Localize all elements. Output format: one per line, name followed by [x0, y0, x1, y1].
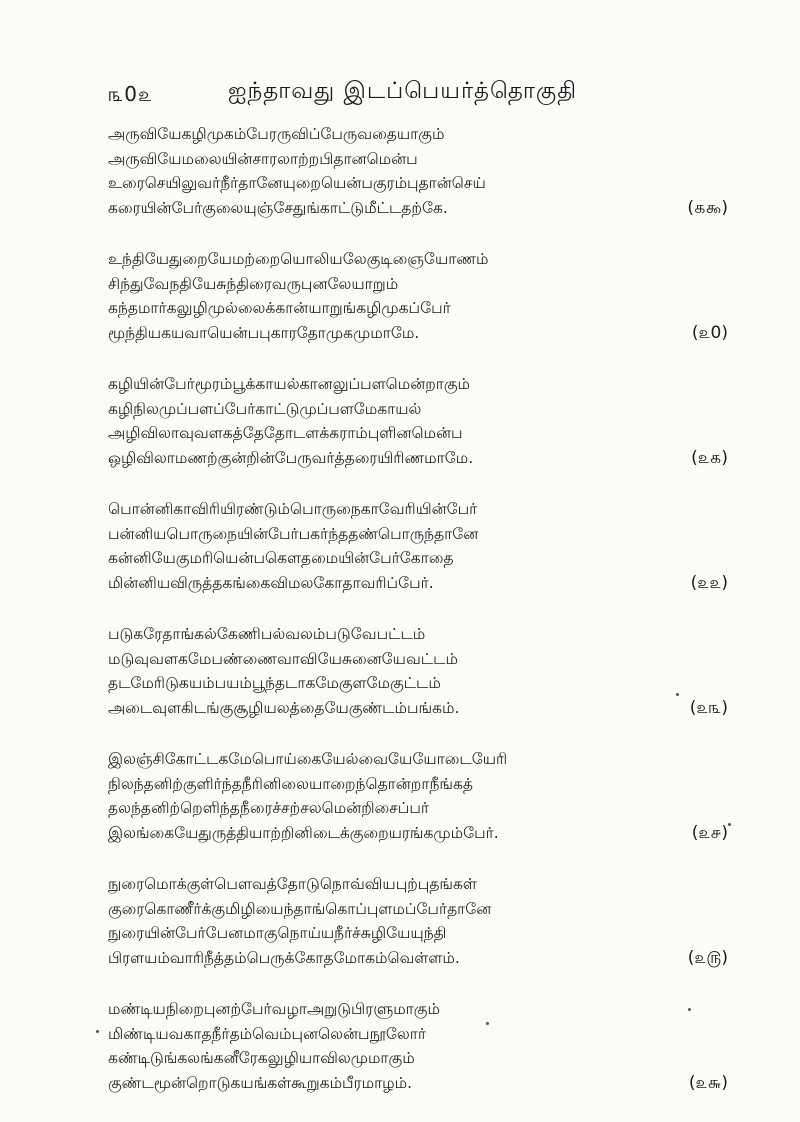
verse [108, 747, 728, 845]
verse-line: நுரையின்பேர்பேனமாகுநொய்யநீர்ச்சுழியேயுந்தி [108, 924, 447, 942]
verse-number: (௨௧) [691, 447, 728, 468]
verse-line: மடுவுவளகமேபண்ணைவாவியேசுனையேவட்டம் [108, 649, 458, 668]
verse-line: கழியின்பேர்மூரம்பூக்காயல்கானலுப்பளமென்றாகும் [108, 375, 471, 393]
verse-line: மிண்டியவகாதநீர்தம்வெம்புனலென்பநூலோர் [108, 1024, 426, 1043]
verse-line: கரையின்பேர்குலையுஞ்சேதுங்காட்டுமீட்டதற்கே. [108, 198, 448, 217]
verse-line: மண்டியநிறைபுனற்பேர்வழாஅறுடுபிரளுமாகும் [108, 1000, 440, 1018]
verse-line: குரைகொணீர்க்குமிழியைந்தாங்கொப்புளமப்பேர்தானே [108, 899, 492, 918]
print-speck [96, 1030, 99, 1033]
print-speck [688, 1008, 691, 1011]
print-speck [486, 1022, 489, 1025]
verse-number: (௨0) [691, 322, 728, 343]
page-number: ௩0௨ [108, 82, 154, 106]
verse-line: சிந்துவேநதியேசுந்திரைவருபுனலேயாறும் [108, 274, 399, 293]
verse-line: உரைசெயிலுவர்நீர்தானேயுறையென்பகுரம்புதான்செய் [108, 174, 486, 192]
verse-number: (௨௫) [687, 947, 728, 968]
verse [108, 622, 728, 720]
verse-line: அடைவுளகிடங்குசூழியலத்தையேகுண்டம்பங்கம். [108, 698, 460, 717]
verse-number: (௨௩) [689, 697, 728, 718]
verse-line: இலஞ்சிகோட்டகமேபொய்கையேல்வையேயோடையேரி [108, 750, 508, 768]
verse-line: குண்டமூன்றொடுகயங்கள்கூறுகம்பீரமாழம். [108, 1073, 413, 1092]
verse-line: மூந்தியகயவாயென்பபுகாரதோமுகமுமாமே. [108, 323, 420, 342]
verse-line: உந்தியேதுறையேமற்றையொலியலேகுடிஞையோணம் [108, 250, 489, 268]
verse-line: பன்னியபொருநையின்பேர்பகர்ந்ததண்பொருந்தானே [108, 524, 479, 543]
verse-line: தடமேரிடுகயம்பயம்பூந்தடாகமேகுளமேகுட்டம் [108, 674, 441, 692]
print-speck [728, 823, 731, 826]
verse-line: அருவியேகழிமுகம்பேரருவிப்பேருவதையாகும் [108, 125, 445, 143]
verse-line: மின்னியவிருத்தகங்கைவிமலகோதாவரிப்பேர். [108, 573, 434, 592]
verse-line: இலங்கையேதுருத்தியாற்றினிடைக்குறையரங்கமும்பேர். [108, 823, 499, 842]
running-title: ஐந்தாவது இடப்பெயர்த்தொகுதி [228, 78, 578, 104]
verse-line: கண்டிடுங்கலங்கனீரேகலுழியாவிலமுமாகும் [108, 1049, 415, 1067]
verse [108, 372, 728, 470]
verse-line: படுகரேதாங்கல்கேணிபல்வலம்படுவேபட்டம் [108, 625, 426, 643]
verse-line: கழிநிலமுப்பளப்பேர்காட்டுமுப்பளமேகாயல் [108, 399, 422, 418]
verse-list [108, 122, 728, 1122]
verse-line: அருவியேமலையின்சாரலாற்றபிதானமென்ப [108, 149, 418, 168]
verse-number: (௧௯) [687, 197, 728, 218]
verse-line: நுரைமொக்குள்பௌவத்தோடுநொவ்வியபுற்புதங்கள் [108, 875, 477, 893]
verse-number: (௨௨) [690, 572, 728, 593]
verse-line: நிலந்தனிற்குளிர்ந்தநீரினிலையாறைந்தொன்றாநீங்கத் [108, 774, 473, 793]
verse [108, 247, 728, 345]
verse-number: (௨௪) [691, 822, 728, 843]
verse [108, 122, 728, 220]
print-speck [676, 693, 679, 696]
verse-line: பொன்னிகாவிரியிரண்டும்பொருநைகாவேரியின்பேர் [108, 500, 478, 518]
verse-line: கன்னியேகுமரியென்பகௌதமையின்பேர்கோதை [108, 549, 454, 567]
verse-line: தலந்தனிற்றெளிந்தநீரைச்சற்சலமென்றிசைப்பர் [108, 799, 429, 817]
verse-line: அழிவிலாவுவளகத்தேதோடளக்கராம்புளினமென்ப [108, 424, 463, 442]
page-header [108, 78, 690, 110]
verse [108, 872, 728, 970]
verse-line: ஒழிவிலாமணற்குன்றின்பேருவர்த்தரையிரிணமாமே. [108, 448, 474, 467]
verse [108, 997, 728, 1095]
verse-line: பிரளயம்வாரிநீத்தம்பெருக்கோதமோகம்வெள்ளம். [108, 948, 460, 967]
verse [108, 497, 728, 595]
verse-line: கந்தமார்கலுழிமுல்லைக்கான்யாறுங்கழிமுகப்பேர் [108, 299, 451, 317]
verse-number: (௨௬) [688, 1072, 728, 1093]
